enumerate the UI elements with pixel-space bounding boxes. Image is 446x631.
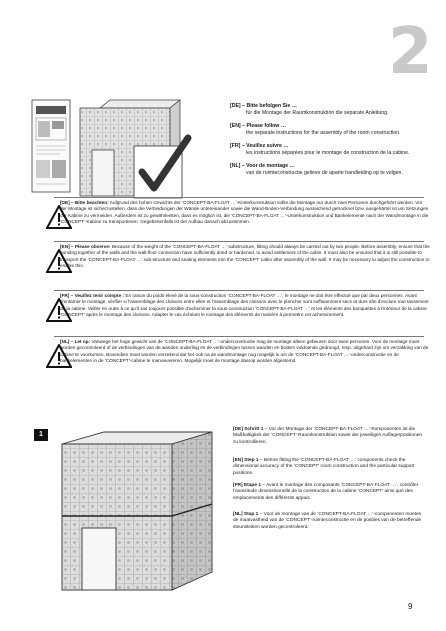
- divider: [54, 241, 424, 242]
- warning-nl: [48, 338, 429, 388]
- warning-text: [EN] – Please observe: Because of the weight of the ‘CONCEPT-BA-FLOAT …’ substructure, fitting should always be carried out by two people. Before assembly, ensure that the bonding together of the walls and the wall-floor connection have sufficiently dried or hardened, to avoid settlement of the cabin. It must also be ensured that it is still possible to transport the ‘CONCEPT-BA-FLOAT …’ sub-structure and seating elements into the ‘CONCEPT’ cabin after assembly of the wall. It may be necessary to adjust the construction to enable this.: [60, 244, 430, 268]
- intro-line: les instructions séparées pour le montage de construction de la cabine.: [246, 150, 410, 156]
- divider: [54, 290, 424, 291]
- step-text-de: [DE] Schritt 1 – Vor der Montage der ‘CONCEPT-BA-FLOAT …’-Komponenten ist die Maßhaltigkeit der ‘CONCEPT’-Raumkonstruktion sowie der jeweiligen Auflagerpositionen zu kontrollieren.: [233, 427, 423, 445]
- warning-text: [FR] – Veuillez tenir compte : En raison du poids élevé de la sous-construction ‘CONCEPT-BA-FLOAT …’, le montage ne doit être effectué que par deux personnes. Avant d’entamer le montage, vérifier si l’assemblage des cloisons entre elles et l’assemblage des cloisons avec le plancher sont suffisamment secs et durs afin d’exclure tout tassement de la cabine. Veiller en outre à ce qu’il soit toujours possible d’acheminer la sous-construction ‘CONCEPT-BA-FLOAT …’ et les éléments des banquettes à l’intérieur de la cabine ‘CONCEPT’ après le montage des cloisons. Adapter le cas échéant le montage des éléments de manière à permettre cet acheminement.: [60, 293, 429, 317]
- page-number: 9: [408, 602, 413, 611]
- cabin-icon: [62, 432, 212, 590]
- lang-code: [DE]: [230, 103, 241, 109]
- step-text-en: [EN] Step 1 – Before fitting the ‘CONCEPT-BA-FLOAT …’ components check the dimensional accuracy of the ‘CONCEPT’ room construction and the particular support positions.: [233, 458, 415, 476]
- lang-code: [EN]: [230, 123, 241, 129]
- intro-line: für die Montage der Raumkonstruktion die separate Anleitung.: [246, 110, 389, 116]
- warning-text: [NL] – Let op: Vanwege het hoge gewicht van de ‘CONCEPT-BA-FLOAT …’-onderconstructie mag de montage alleen gebeuren door twee personen. Voor de montage moet worden gecontroleerd of de verbindingen van de wanden onderling en de verbindingen tussen wanden en bodem voldoende gedroogd, resp. uitgehard zijn om verzakking van de cabine te voorkomen. Bovendien moet worden verzekerd dat het ook na de wandmontage nog mogelijk is om de ‘CONCEPT-BA-FLOAT …’-onderconstructie en de bankelementen in de ‘CONCEPT’-cabine te manoeuvreren. Mogelijk moet de montage daarop worden afgestemd.: [60, 339, 429, 363]
- step-text-fr: [FR] Etape 1 – Avant le montage des composants ‘CONCEPT-BA-FLOAT …’, contrôler l’exactitude dimensionnelle de la construction de la cabine ‘CONCEPT’ ainsi que des emplacements des différents appuis.: [233, 483, 419, 501]
- step-number-badge: 1: [34, 429, 48, 441]
- step-text-nl: [NL] Stap 1 – Voor de montage van de ‘CONCEPT-BA-FLOAT …’-componenten moeten de maatvastheid van de ‘CONCEPT’-ruimteconstructie en de posities van de betreffende steunsleiken worden gecontroleerd.: [233, 512, 422, 530]
- intro-heading: Please follow …: [246, 123, 286, 129]
- divider: [54, 197, 424, 198]
- lang-code: [FR]: [230, 143, 241, 149]
- intro-heading: Voor de montage …: [246, 163, 295, 169]
- warning-en: [48, 243, 430, 293]
- section-number: 2: [388, 15, 433, 89]
- intro-fr: [FR] – Veuillez suivre … les instructions séparées pour le montage de construction de la cabine.: [230, 143, 430, 157]
- intro-line: the separate instructions for the assembly of the room construction.: [246, 130, 401, 136]
- intro-nl: [NL] – Voor de montage … van de ruimteconstructie gelieve de aparte handleiding op te volgen.: [230, 163, 430, 177]
- instructions-illustration: [30, 92, 195, 204]
- intro-de: [DE] – Bitte befolgen Sie … für die Montage der Raumkonstruktion die separate Anleitung.: [230, 103, 430, 117]
- warning-fr: [48, 292, 429, 342]
- intro-heading: Veuillez suivre …: [246, 143, 289, 149]
- lang-code: [NL]: [230, 163, 241, 169]
- intro-heading: Bitte befolgen Sie …: [246, 103, 297, 109]
- cabin-step-illustration: [52, 430, 222, 598]
- manual-booklet-icon: [32, 100, 70, 192]
- intro-en: [EN] – Please follow … the separate instructions for the assembly of the room construction.: [230, 123, 430, 137]
- intro-line: van de ruimteconstructie gelieve de aparte handleiding op te volgen.: [246, 170, 403, 176]
- divider: [54, 336, 424, 337]
- warning-text: [DE] – Bitte beachten: Aufgrund des hohen Gewichts der ‘CONCEPT-BA-FLOAT …’-Kinterkonstruktion sollte die Montage nur durch zwei Personen durchgeführt werden. Vor der Montage ist sicherzustellen, dass die Verbindungen der Wände untereinander sowie die Wand-Boden-Verbindung ausreichend getrocknet bzw. ausgehärtet ist um Setzungen der Kabine zu vermeiden. Außerdem ist zu gewährleisten, dass es möglich ist, die ‘CONCEPT-BA-FLOAT …’-Unterkonstruktion und Bankelemente nach der Wandmontage in die ‘CONCEPT’-Kabine zu transportieren. Gegebenenfalls ist der Aufbau danach abzustimmen.: [60, 200, 429, 224]
- checkmark-icon: [134, 138, 188, 198]
